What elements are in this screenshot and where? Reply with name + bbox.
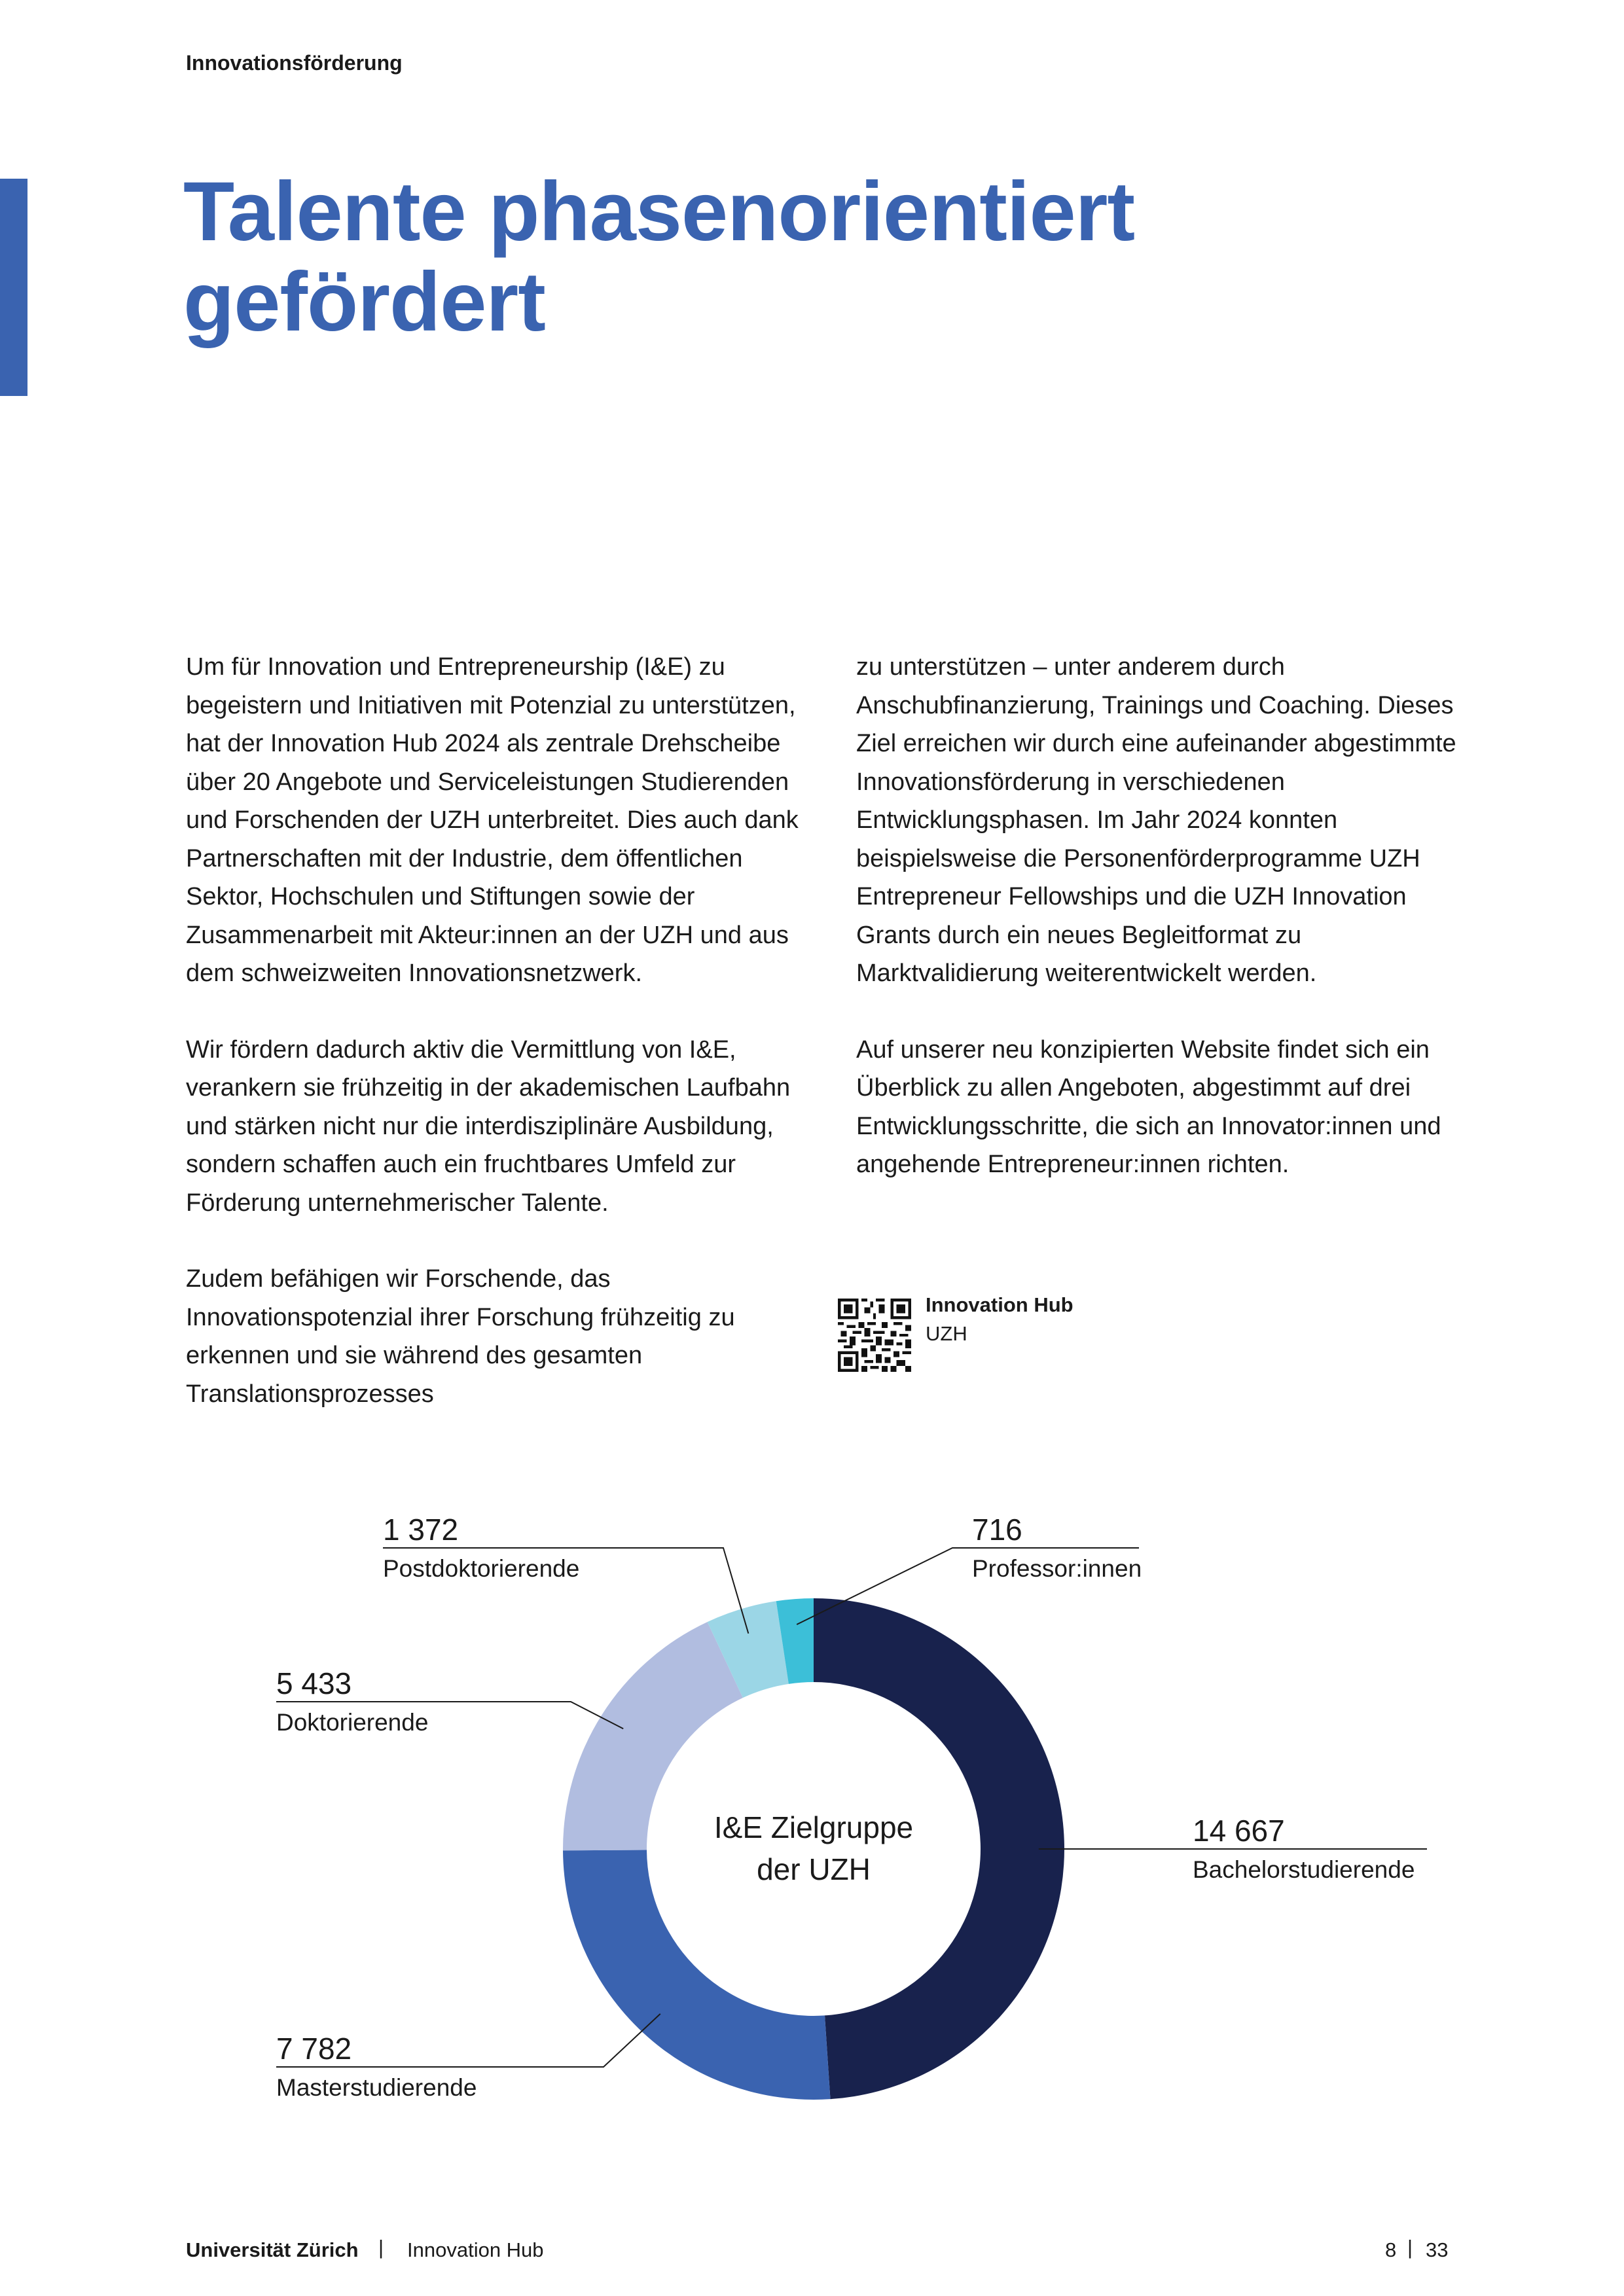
page-total: 33	[1426, 2238, 1449, 2261]
slice-category-label: Doktorierende	[276, 1709, 429, 1736]
paragraph: Wir fördern dadurch aktiv die Vermittlung von I&E, verankern sie frühzeitig in der akademischen Laufbahn und stärken nicht nur die interdisziplinäre Ausbildung, sondern schaffen auch ein fruchtbares Umfeld zur Förderung unternehmerischer Talente.	[186, 1035, 791, 1217]
slice-category-label: Bachelorstudierende	[1193, 1856, 1415, 1883]
footer-unit: Innovation Hub	[407, 2238, 544, 2261]
slice-value-label: 1 372	[383, 1513, 459, 1547]
page-number: 8	[1385, 2238, 1397, 2261]
slice-category-label: Masterstudierende	[276, 2074, 477, 2101]
slice-category-label: Postdoktorierende	[383, 1555, 580, 1582]
qr-subtitle: UZH	[926, 1322, 967, 1345]
slice-value-label: 7 782	[276, 2032, 352, 2066]
donut-slice-1	[814, 1598, 1064, 2099]
slice-value-label: 5 433	[276, 1666, 352, 1700]
title-line-2: gefördert	[183, 255, 545, 349]
footer-separator: |	[378, 2236, 384, 2259]
footer-institution: Universität Zürich	[186, 2238, 359, 2261]
paragraph: Auf unserer neu konzipierten Website findet sich ein Überblick zu allen Angeboten, abgestimmt auf drei Entwicklungsschritte, die sich an Innovator:innen und angehende Entrepreneur:innen richten.	[856, 1035, 1441, 1178]
donut-slice-2	[563, 1850, 831, 2100]
section-label: Innovationsförderung	[186, 51, 403, 75]
footer-separator: |	[1407, 2236, 1413, 2259]
paragraph: Um für Innovation und Entrepreneurship (I&E) zu begeistern und Initiativen mit Potenzial zu unterstützen, hat der Innovation Hub 2024 als zentrale Drehscheibe über 20 Angebote und Serviceleistungen Studierenden und Forschenden der UZH unterbreitet. Dies auch dank Partnerschaften mit der Industrie, dem öffentlichen Sektor, Hochschulen und Stiftungen sowie der Zusammenarbeit mit Akteur:innen an der UZH und aus dem schweizweiten Innovationsnetzwerk.	[186, 653, 799, 987]
title-line-1: Talente phasenorientiert	[183, 165, 1135, 259]
slice-category-label: Professor:innen	[972, 1555, 1142, 1582]
paragraph: Zudem befähigen wir Forschende, das Innovationspotenzial ihrer Forschung frühzeitig zu erkennen und sie während des gesamten Translationsprozesses	[186, 1265, 735, 1408]
qr-title: Innovation Hub	[926, 1293, 1074, 1316]
slice-value-label: 716	[972, 1513, 1022, 1547]
chart-center-line-1: I&E Zielgruppe	[713, 1810, 914, 1844]
paragraph: zu unterstützen – unter anderem durch Anschubfinanzierung, Trainings und Coaching. Dieses Ziel erreichen wir durch eine aufeinander abgestimmte Innovationsförderung in verschiedenen Entwicklungsphasen. Im Jahr 2024 konnten beispielsweise die Personenförderprogramme UZH Entrepreneur Fellowships und die UZH Innovation Grants durch ein neues Begleitformat zu Marktvalidierung weiterentwickelt werden.	[856, 653, 1456, 987]
slice-value-label: 14 667	[1193, 1814, 1285, 1848]
chart-center-line-2: der UZH	[757, 1852, 871, 1886]
